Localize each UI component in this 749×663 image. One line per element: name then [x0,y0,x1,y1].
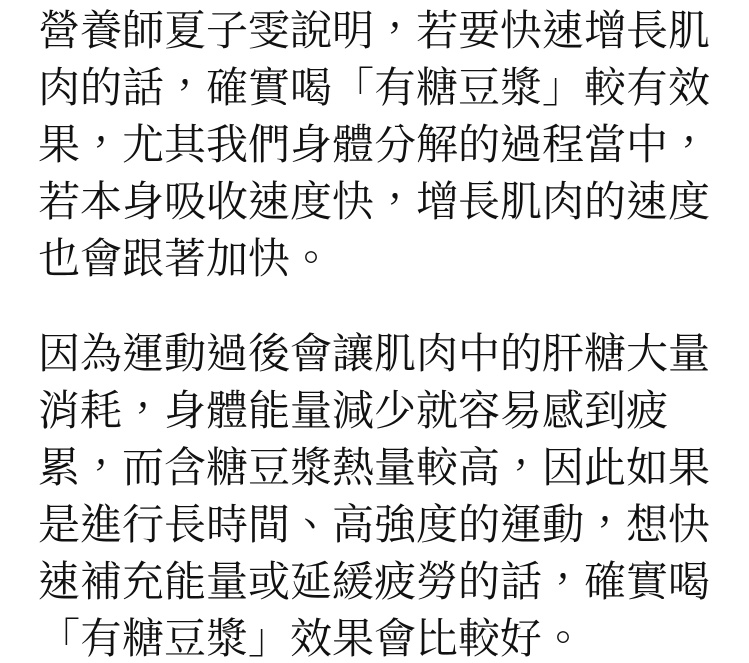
paragraph-1: 營養師夏子雯說明，若要快速增長肌 肉的話，確實喝「有糖豆漿」較有效 果，尤其我們身體分解的過程當中， 若本身吸收速度快，增長肌肉的速度 也會跟著加快。 [38,7,711,282]
article-body [38,2,711,663]
paragraph-2: 因為運動過後會讓肌肉中的肝糖大量 消耗，身體能量減少就容易感到疲 累，而含糖豆漿熱量較高，因此如果 是進行長時間、高強度的運動，想快 速補充能量或延緩疲勞的話，確實喝 「有糖豆漿」效果會比較好。 [38,330,711,662]
